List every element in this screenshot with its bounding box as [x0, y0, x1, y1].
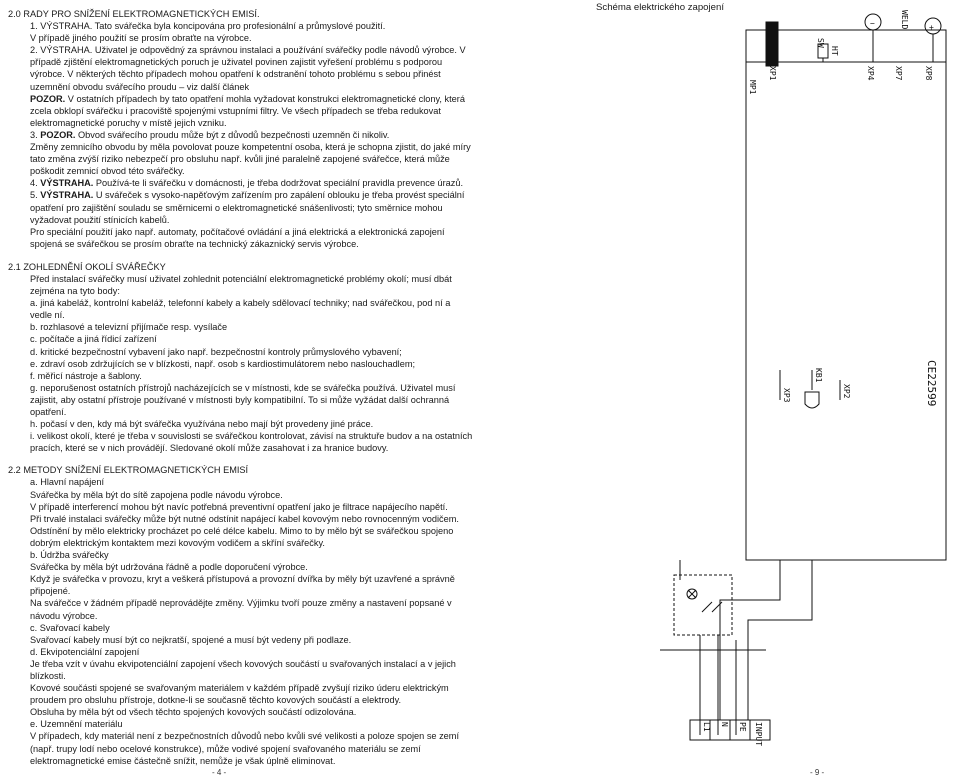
- environment-item-d: d. kritické bezpečnostní vybavení jako např. bezpečnostní kontroly průmyslového vybavení;: [30, 346, 402, 357]
- method-c-title: c. Svařovací kabely: [30, 622, 110, 633]
- environment-item-c: c. počítače a jiná řídicí zařízení: [30, 334, 157, 345]
- method-a-title: a. Hlavní napájení: [30, 477, 105, 488]
- environment-item-i: i. velikost okolí, které je třeba v souvislosti se svářečkou kontrolovat, závisí na struktuře budov a na ostatních pracích, které se v nich provádějí. Sledované okolí může zasahovat i za hranice budovy.: [30, 431, 473, 454]
- method-a-text-2: V případě interferencí mohou být navíc potřebná preventivní opatření jako je filtrace napájecího napětí.: [30, 501, 448, 512]
- label-ce: CE22599: [925, 360, 938, 407]
- main-switch-box: [674, 575, 732, 635]
- point-4: [8, 177, 474, 189]
- environment-item-h: h. počasí v den, kdy má být svářečka využívána nebo mají být provedeny jiné práce.: [30, 419, 374, 430]
- label-minus: −: [870, 19, 875, 28]
- environment-item-e: e. zdraví osob zdržujících se v blízkosti, např. osob s kardiostimulátorem nebo naslouchadlem;: [30, 358, 416, 369]
- method-e-title: e. Uzemnění materiálu: [30, 719, 123, 730]
- point-3: [8, 129, 474, 141]
- label-ht: HT: [830, 46, 839, 56]
- label-weld: WELD: [900, 10, 909, 30]
- point-3-label: POZOR.: [40, 129, 76, 140]
- method-d-text-2: Kovové součásti spojené se svařovaným materiálem v každém případě zvyšují riziko úderu elektrickým proudem pro obsluhu přístroje, dotkne-li se současně těchto kovových součástí a elektrody.: [30, 683, 449, 706]
- circuit-board-outline: [746, 30, 946, 560]
- top-connector-block: [766, 22, 778, 66]
- warning-2: 2. VÝSTRAHA. Uživatel je odpovědný za správnou instalaci a používání svářečky podle návodů výrobce. V případě zjištění elektromagnetických poruch je uživatel povinen zajistit vyřešení problému s podporou výrobce. V některých těchto případech mohou opatření k odstranění tohoto problému s sebou přinést uzemnění obvodu svářecího proudu – viz další článek: [30, 45, 466, 92]
- method-a-text-1: Svářečka by měla být do sítě zapojena podle návodu výrobce.: [30, 489, 283, 500]
- fuse-component: [805, 392, 819, 408]
- method-b-text-1: Svářečka by měla být udržována řádně a podle doporučení výrobce.: [30, 562, 308, 573]
- method-b-title: b. Údržba svářečky: [30, 550, 109, 561]
- label-xp4: XP4: [866, 66, 875, 81]
- manual-text-column: [8, 8, 474, 767]
- section-2-1-title: 2.1 ZOHLEDNĚNÍ OKOLÍ SVÁŘEČKY: [8, 261, 166, 272]
- point-4-number: 4.: [30, 178, 41, 189]
- environment-item-g: g. neporušenost ostatních přístrojů nacházejících se v místnosti, kde se svářečka používá. Uživatel musí zajistit, aby ostatní přístroje používané v místnosti byly kompatibilní. To si může vyžádat další ochranná opatření.: [30, 382, 456, 417]
- label-l1: L1: [702, 722, 711, 732]
- caution-paragraph: [8, 93, 474, 129]
- diagram-caption: Schéma elektrického zapojení: [596, 2, 724, 13]
- method-a-text-3: Při trvalé instalaci svářečky může být nutné odstínit napájecí kabel kovovým nebo rovnocenným vodičem. Odstínění by mělo elektricky procházet po celé délce kabelu. Mimo to by mělo být se svářečkou spojeno dobrým elektrickým kontaktem mezi kovovým vodičem a skříní svářečky.: [30, 513, 459, 548]
- method-d-text-1: Je třeba vzít v úvahu ekvipotenciální zapojení všech kovových součástí u svařovaných instalací a v jejich blízkosti.: [30, 658, 456, 681]
- label-plus: +: [929, 23, 934, 32]
- section-2-2-title: 2.2 METODY SNÍŽENÍ ELEKTROMAGNETICKÝCH EMISÍ: [8, 465, 249, 476]
- point-3-continued: Změny zemnicího obvodu by měla povolovat pouze kompetentní osoba, která je schopna zjistit, do jaké míry tato změna zvýší riziko nebezpečí pro obsluhu např. kvůli jiné paralelně zapojené svářečce, která může poškodit zemnicí obvod této svářečky.: [30, 142, 471, 177]
- point-5-label: VÝSTRAHA.: [40, 190, 94, 201]
- caution-label: POZOR.: [30, 93, 66, 104]
- label-input: INPUT: [754, 722, 763, 747]
- label-pe: PE: [738, 722, 747, 732]
- label-xp8: XP8: [924, 66, 933, 81]
- method-e-text-1: V případech, kdy materiál není z bezpečnostních důvodů nebo kvůli své velikosti a poloze spojen se zemí (např. trupy lodí nebo ocelové konstrukce), může vodivé spojení svařovaného materiálu se zemí elektromagnetické emise částečně snížit, nemůže je však úplně eliminovat.: [30, 731, 459, 766]
- pilot-lamp-symbol: [687, 589, 697, 599]
- warning-1: 1. VÝSTRAHA. Tato svářečka byla koncipována pro profesionální a průmyslové použití.: [30, 21, 386, 32]
- method-b-text-3: Na svářečce v žádném případě neprovádějte změny. Výjimku tvoří pouze změny a nastavení popsané v návodu výrobce.: [30, 598, 452, 621]
- label-xp7: XP7: [894, 66, 903, 81]
- input-plug: [690, 720, 770, 740]
- point-5-number: 5.: [30, 190, 41, 201]
- label-sw: SW: [816, 38, 825, 48]
- label-xp2: XP2: [842, 384, 851, 399]
- point-4-label: VÝSTRAHA.: [40, 178, 94, 189]
- point-3-text: Obvod svářecího proudu může být z důvodů bezpečnosti uzemněn či nikoliv.: [75, 129, 390, 140]
- method-d-text-3: Obsluha by měla být od všech těchto spojených kovových součástí odizolována.: [30, 707, 357, 718]
- plus-terminal-symbol: [925, 18, 941, 34]
- method-c-text-1: Svařovací kabely musí být co nejkratší, spojené a musí být vedeny při podlaze.: [30, 634, 352, 645]
- point-5-continued: Pro speciální použití jako např. automaty, počítačové ovládání a jiná elektrická a elektronická zapojení spojená se svářečkou se prosím obraťte na technický zákaznický servis výrobce.: [30, 226, 445, 249]
- page-number-right: - 9 -: [810, 768, 825, 777]
- method-b-text-2: Když je svářečka v provozu, kryt a veškerá přístupová a provozní dvířka by měly být uzavřené a správně připojené.: [30, 574, 455, 597]
- ht-component: [818, 44, 828, 58]
- caution-text: V ostatních případech by tato opatření mohla vyžadovat konstrukci elektromagnetické clony, která zcela obklopí svářečku i pracoviště spojenými vstupními filtry. Ve všech případech se třeba redukovat elektromagnetické poruchy v místě jejich vzniku.: [30, 93, 465, 128]
- label-xp1-top: XP1: [768, 66, 777, 81]
- environment-item-f: f. měřicí nástroje a šablony.: [30, 370, 142, 381]
- page-number-left: - 4 -: [212, 768, 227, 777]
- point-5-text: U svářeček s vysoko-napěťovým zařízením pro zapálení oblouku je třeba provést speciální opatření pro zajištění souladu se směrnicemi o elektromagnetické snášenlivosti; tyto směrnice mohou vyžadovat použití stínicích kabelů.: [30, 190, 465, 225]
- label-xp3: XP3: [782, 388, 791, 403]
- environment-item-b: b. rozhlasové a televizní přijímače resp. vysílače: [30, 322, 228, 333]
- section-2-1-intro: Před instalací svářečky musí uživatel zohlednit potenciální elektromagnetické problémy okolí; musí dbát zejména na tyto body:: [30, 273, 452, 297]
- minus-terminal-symbol: [865, 14, 881, 30]
- environment-item-a: a. jiná kabeláž, kontrolní kabeláž, telefonní kabely a kabely sdělovací techniky; nad svářečkou, pod ní a vedle ní.: [30, 298, 451, 321]
- label-kb1: KB1: [814, 368, 823, 383]
- warning-1-continued: V případě jiného použití se prosím obraťte na výrobce.: [30, 33, 252, 44]
- point-4-text: Používá-te li svářečku v domácnosti, je třeba dodržovat speciální pravidla prevence úrazů.: [93, 178, 464, 189]
- label-mp1: MP1: [748, 80, 757, 95]
- section-2-0-title: 2.0 RADY PRO SNÍŽENÍ ELEKTROMAGNETICKÝCH EMISÍ.: [8, 9, 260, 19]
- method-d-title: d. Ekvipotenciální zapojení: [30, 646, 140, 657]
- point-3-number: 3.: [30, 129, 41, 140]
- label-n: N: [720, 722, 729, 727]
- point-5: [8, 189, 474, 225]
